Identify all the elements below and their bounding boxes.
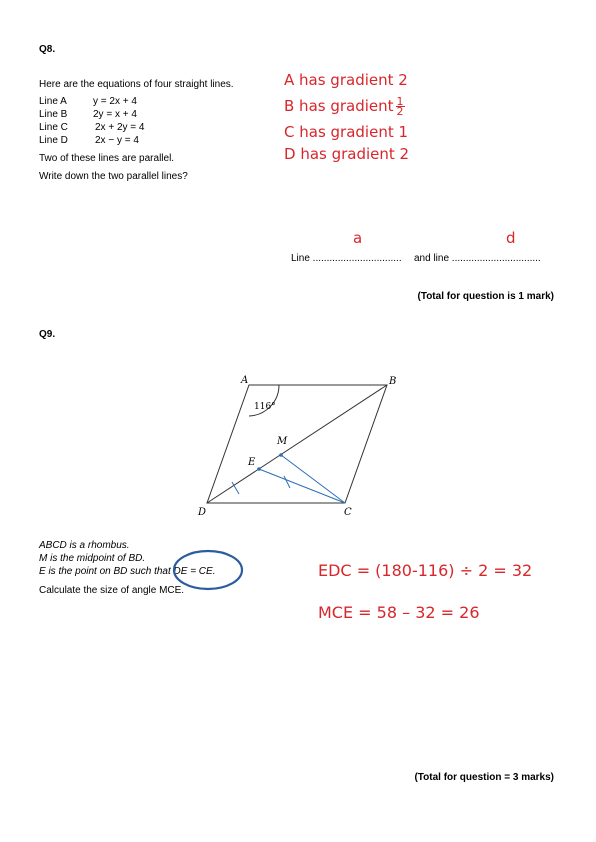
- annotation-b-denominator: 2: [396, 105, 404, 118]
- answer-line-prefix: Line ................................: [291, 253, 402, 264]
- q9-text-point-e: E is the point on BD such that DE = CE.: [39, 566, 216, 577]
- q9-text-rhombus: ABCD is a rhombus.: [39, 540, 130, 551]
- q9-text-midpoint: M is the midpoint of BD.: [39, 553, 146, 564]
- answer-second-line: d: [506, 229, 516, 247]
- segment-ec: [259, 469, 345, 503]
- label-e: E: [248, 457, 256, 468]
- annotation-b-numerator: 1: [396, 95, 404, 108]
- segment-mc: [281, 455, 345, 503]
- annotation-b-prefix: B has gradient: [284, 97, 394, 115]
- q9-total: (Total for question = 3 marks): [414, 772, 554, 783]
- point-m: [279, 453, 283, 457]
- line-d-label: Line D: [39, 135, 68, 146]
- line-d-equation: 2x − y = 4: [95, 135, 139, 146]
- answer-line-middle: and line ................................: [414, 253, 541, 264]
- line-b-equation: 2y = x + 4: [93, 109, 137, 120]
- q9-number: Q9.: [39, 329, 56, 340]
- line-c-equation: 2x + 2y = 4: [95, 122, 145, 133]
- rhombus-diagram: [190, 368, 410, 523]
- q8-statement: Two of these lines are parallel.: [39, 153, 175, 164]
- label-m: M: [277, 436, 288, 447]
- line-b-label: Line B: [39, 109, 68, 120]
- line-c-label: Line C: [39, 122, 68, 133]
- tick-ce: [284, 476, 290, 488]
- line-a-equation: y = 2x + 4: [93, 96, 137, 107]
- q8-intro: Here are the equations of four straight lines.: [39, 79, 234, 90]
- working-line-2: MCE = 58 – 32 = 26: [318, 603, 480, 622]
- q8-total: (Total for question is 1 mark): [417, 291, 554, 302]
- angle-label: 116°: [254, 402, 276, 412]
- answer-first-line: a: [353, 229, 363, 247]
- label-a: A: [241, 375, 249, 386]
- label-d: D: [198, 507, 207, 518]
- highlight-ellipse: [174, 551, 242, 589]
- point-e: [257, 467, 261, 471]
- annotation-b-gradient: [284, 97, 405, 116]
- annotation-c-gradient: C has gradient 1: [284, 123, 409, 141]
- annotation-b-fraction: [396, 97, 405, 116]
- annotation-a-gradient: A has gradient 2: [284, 71, 408, 89]
- working-line-1: EDC = (180-116) ÷ 2 = 32: [318, 561, 533, 580]
- label-b: B: [389, 376, 397, 387]
- highlight-circle: [170, 548, 246, 592]
- label-c: C: [344, 507, 352, 518]
- line-a-label: Line A: [39, 96, 67, 107]
- q8-question: Write down the two parallel lines?: [39, 171, 188, 182]
- q8-number: Q8.: [39, 44, 56, 55]
- annotation-d-gradient: D has gradient 2: [284, 145, 410, 163]
- q9-question: Calculate the size of angle MCE.: [39, 585, 185, 596]
